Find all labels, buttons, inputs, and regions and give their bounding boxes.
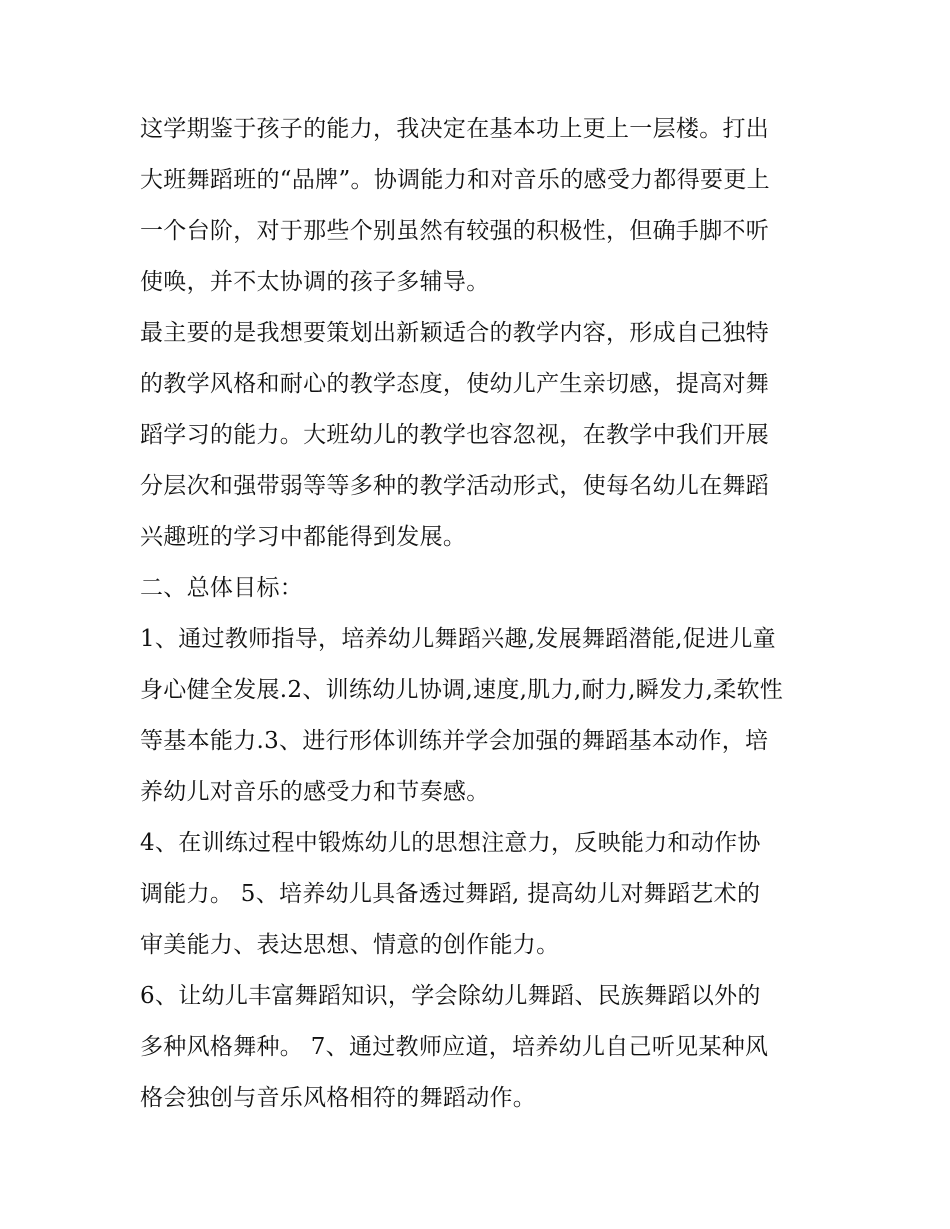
document-body — [140, 104, 820, 1124]
text-line: 蹈学习的能力。大班幼儿的教学也容忽视，在教学中我们开展 — [140, 422, 770, 448]
text-line: 4、在训练过程中锻炼幼儿的思想注意力，反映能力和动作协 — [140, 830, 761, 856]
text-line: 调能力。 5、培养幼儿具备透过舞蹈, 提高幼儿对舞蹈艺术的 — [140, 881, 761, 907]
text-line: 这学期鉴于孩子的能力，我决定在基本功上更上一层楼。打出 — [140, 116, 770, 142]
text-line: 格会独创与音乐风格相符的舞蹈动作。 — [140, 1085, 537, 1111]
text-line: 养幼儿对音乐的感受力和节奏感。 — [140, 779, 490, 805]
text-line: 大班舞蹈班的“品牌”。协调能力和对音乐的感受力都得要更上 — [140, 167, 770, 193]
text-line: 最主要的是我想要策划出新颖适合的教学内容，形成自己独特 — [140, 320, 770, 346]
text-line: 分层次和强带弱等等多种的教学活动形式，使每名幼儿在舞蹈 — [140, 473, 770, 499]
text-line: 6、让幼儿丰富舞蹈知识，学会除幼儿舞蹈、民族舞蹈以外的 — [140, 983, 761, 1009]
text-line: 身心健全发展.2、训练幼儿协调,速度,肌力,耐力,瞬发力,柔软性 — [140, 677, 784, 703]
text-line: 使唤，并不太协调的孩子多辅导。 — [140, 269, 490, 295]
text-line: 的教学风格和耐心的教学态度，使幼儿产生亲切感，提高对舞 — [140, 371, 770, 397]
text-line: 多种风格舞种。 7、通过教师应道，培养幼儿自己听见某种风 — [140, 1034, 769, 1060]
text-line: 兴趣班的学习中都能得到发展。 — [140, 524, 467, 550]
section-heading: 二、总体目标： — [140, 575, 304, 601]
text-line: 等基本能力.3、进行形体训练并学会加强的舞蹈基本动作，培 — [140, 728, 769, 754]
text-line: 审美能力、表达思想、情意的创作能力。 — [140, 932, 560, 958]
text-line: 1、通过教师指导，培养幼儿舞蹈兴趣,发展舞蹈潜能,促进儿童 — [140, 626, 776, 652]
text-line: 一个台阶，对于那些个别虽然有较强的积极性，但确手脚不听 — [140, 218, 770, 244]
